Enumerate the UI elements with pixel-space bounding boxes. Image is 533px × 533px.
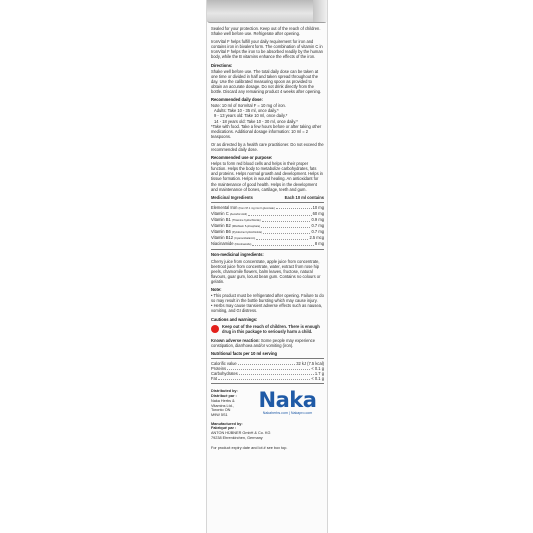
manufacturer-line: Manufactured by: xyxy=(211,421,243,426)
brand-urls: Nakaherbs.com | Nakapro.com xyxy=(262,411,313,416)
nutrition-label: Fat xyxy=(211,376,217,382)
manufacturer-info xyxy=(211,422,324,441)
ingredient-name: Vitamin B2 (Riboflavin 5-phosphate) xyxy=(211,223,261,229)
box-lid xyxy=(207,0,327,23)
ingredient-source: (Pyridoxine hydrochloride) xyxy=(231,231,263,235)
manufacturer-line: 79238 Ehrenkirchen, Germany xyxy=(211,435,263,440)
note-line: • This product must be refrigerated after opening. Failure to do so may result in the bottle bursting which may cause injury. xyxy=(211,293,324,304)
ingredient-source: (from 97.1 mg iron II gluconate) xyxy=(238,206,275,210)
warning-icon xyxy=(211,325,219,333)
nutrition-label: Calorific value xyxy=(211,361,237,367)
nutrition-value: < 0.1 g xyxy=(311,366,324,372)
ingredient-name: Niacinamide (Nicotinamide) xyxy=(211,241,252,247)
medicinal-header xyxy=(211,195,324,200)
intro-text: Sealed for your protection. Keep out of the reach of children. Shake well before use. Refrigerate after opening. xyxy=(211,26,321,37)
nutrition-label: Proteins xyxy=(211,366,227,372)
nutrition-row xyxy=(211,376,324,381)
label-text xyxy=(211,26,324,452)
cautions-heading: Cautions and warnings: xyxy=(211,316,258,322)
non-medicinal-heading: Non-medicinal ingredients: xyxy=(211,252,264,258)
leader-dots xyxy=(261,223,310,228)
ingredient-amount: 0.7 mg xyxy=(311,229,324,235)
distributor-line: Vitamins Ltd., xyxy=(211,403,234,408)
ingredient-amount: 0.7 mg xyxy=(311,223,324,229)
dose-line: 9 - 13 years old: Take 10 ml, once daily.* xyxy=(214,113,288,119)
distributor-line: Naka Herbs & xyxy=(211,398,235,403)
leader-dots xyxy=(252,241,313,246)
leader-dots xyxy=(248,211,312,216)
adverse-block xyxy=(211,338,324,348)
package-side-panel xyxy=(207,0,327,533)
note-line: • Herbs may cause transient adverse effects such as nausea, vomiting, and GI distress. xyxy=(211,303,323,314)
note-heading: Note: xyxy=(211,287,222,293)
nutrition-heading: Nutritional facts per 10 ml serving xyxy=(211,350,277,356)
divider xyxy=(211,383,324,384)
divider xyxy=(211,249,324,250)
ingredient-name: Vitamin B1 (Thiamine hydrochloride) xyxy=(211,217,261,222)
ingredient-source: (Cyanocobalamin) xyxy=(234,237,256,241)
medicinal-table xyxy=(211,205,324,248)
dose-line: 14 - 18 years old: Take 10 - 30 ml, once daily.* xyxy=(214,118,298,124)
leader-dots xyxy=(263,229,310,234)
nutrition-value: 32 kJ (7.5 kcal) xyxy=(296,361,324,367)
manufacturer-line: ANTON HÜBNER GmbH & Co. KG xyxy=(211,431,271,436)
divider xyxy=(211,202,324,203)
warning-block xyxy=(211,324,324,334)
ingredient-source: (Riboflavin 5-phosphate) xyxy=(231,225,261,229)
ingredient-amount: 0.9 mg xyxy=(311,217,324,222)
lid-fold xyxy=(313,0,327,22)
leader-dots xyxy=(239,371,314,375)
brand-block xyxy=(211,389,324,417)
ingredient-amount: 2.5 mcg xyxy=(309,235,324,241)
nutrition-table xyxy=(211,361,324,381)
nutrition-label: Carbohydrates xyxy=(211,371,238,377)
directions-heading: Directions: xyxy=(211,62,233,68)
ingredient-name: Elemental Iron (from 97.1 mg iron II gluconate) xyxy=(211,204,275,210)
expiry-note: For product expiry date and lot # see box top. xyxy=(211,446,288,451)
brand-logo-block xyxy=(251,389,324,416)
nutrition-value: 1.7 g xyxy=(314,371,324,377)
ingredient-name: Vitamin B12 (Cyanocobalamin) xyxy=(211,235,256,241)
nutrition-value: < 0.1 g xyxy=(311,376,324,382)
ingredient-source: (Ascorbic Acid) xyxy=(229,212,248,216)
distributor-info xyxy=(211,389,251,417)
adverse-heading: Known adverse reaction: xyxy=(211,337,260,343)
ingredient-source: (Nicotinamide) xyxy=(234,243,252,247)
directions-text: Shake well before use. The total daily dose can be taken at one time or divided in half and taken spread throughout the day. Use the calibrated measuring spoon as provided to obtain an accurate dosage. Do not drink directly from the bottle. Discard any remaining product 4 weeks after opening. xyxy=(211,68,322,95)
ingredient-row xyxy=(211,241,324,247)
dose-line: *Take with food. Take a few hours before or after taking other medications. Additional dosage information: 10 ml = 2 teaspoons. xyxy=(211,123,322,139)
ingredient-source: (Thiamine hydrochloride) xyxy=(231,219,261,222)
naka-logo: Naka xyxy=(258,388,317,413)
dose-line: Adults: Take 10 - 35 ml, once daily.* xyxy=(214,108,279,114)
distributor-line: M9W 5S1 xyxy=(211,412,228,417)
dose-line: Note: 10 ml of IronVital F = 10 mg of iron. xyxy=(211,103,286,109)
leader-dots xyxy=(276,205,312,210)
leader-dots xyxy=(256,235,308,240)
leader-dots xyxy=(218,376,310,380)
warning-text: Keep out of the reach of children. There is enough drug in this package to seriously harm a child. xyxy=(222,323,320,334)
medicinal-heading: Medicinal Ingredients xyxy=(211,194,253,200)
distributor-line: Toronto ON xyxy=(211,408,231,413)
adverse-text: Some people may experience constipation, diarrhoea and/or vomiting (iron). xyxy=(211,337,315,348)
ingredient-amount: 8 mg xyxy=(314,241,324,247)
leader-dots xyxy=(227,366,310,370)
description-text: IronVital F helps fulfill your daily requirement for iron and contains iron in bivalent form. The combination of vitamin C in IronVital F helps the iron to be absorbed readily by the human body, while the B vitamins enhance the effects of the iron. xyxy=(211,39,323,60)
manufacturer-line: Fabriqué par : xyxy=(211,426,237,431)
ingredient-name: Vitamin C (Ascorbic Acid) xyxy=(211,210,248,216)
leader-dots xyxy=(262,217,311,222)
ingredient-amount: 10 mg xyxy=(312,204,324,210)
ingredient-amount: 60 mg xyxy=(312,210,324,216)
medicinal-contains: Each 10 ml contains xyxy=(284,194,324,200)
distributor-line: Distributed by: xyxy=(211,389,238,394)
non-medicinal-text: Cherry juice from concentrate, apple juice from concentrate, beetroot juice from concentrate, water, extract from rose hip peels, chamomile flowers, balm leaves, fructose, natural flavours, guar gum, locust bean gum. Contains no colours or gelatin. xyxy=(211,258,321,284)
divider xyxy=(211,358,324,359)
ingredient-name: Vitamin B6 (Pyridoxine hydrochloride) xyxy=(211,229,263,235)
leader-dots xyxy=(238,361,296,365)
dose-heading: Recommended daily dose: xyxy=(211,97,263,103)
uses-text: Helps to form red blood cells and helps in their proper function. Helps the body to metabolize carbohydrates, fats and proteins. Helps normal growth and development. Helps in tissue formation. Helps in wound healing. An antioxidant for the maintenance of good health. Helps in the development and maintenance of bones, cartilage, teeth and gum. xyxy=(211,161,323,192)
practitioner-note: Or as directed by a health care practitioner. Do not exceed the recommended daily dose. xyxy=(211,141,324,152)
distributor-line: Distribué par : xyxy=(211,394,237,399)
uses-heading: Recommended use or purpose: xyxy=(211,155,273,161)
